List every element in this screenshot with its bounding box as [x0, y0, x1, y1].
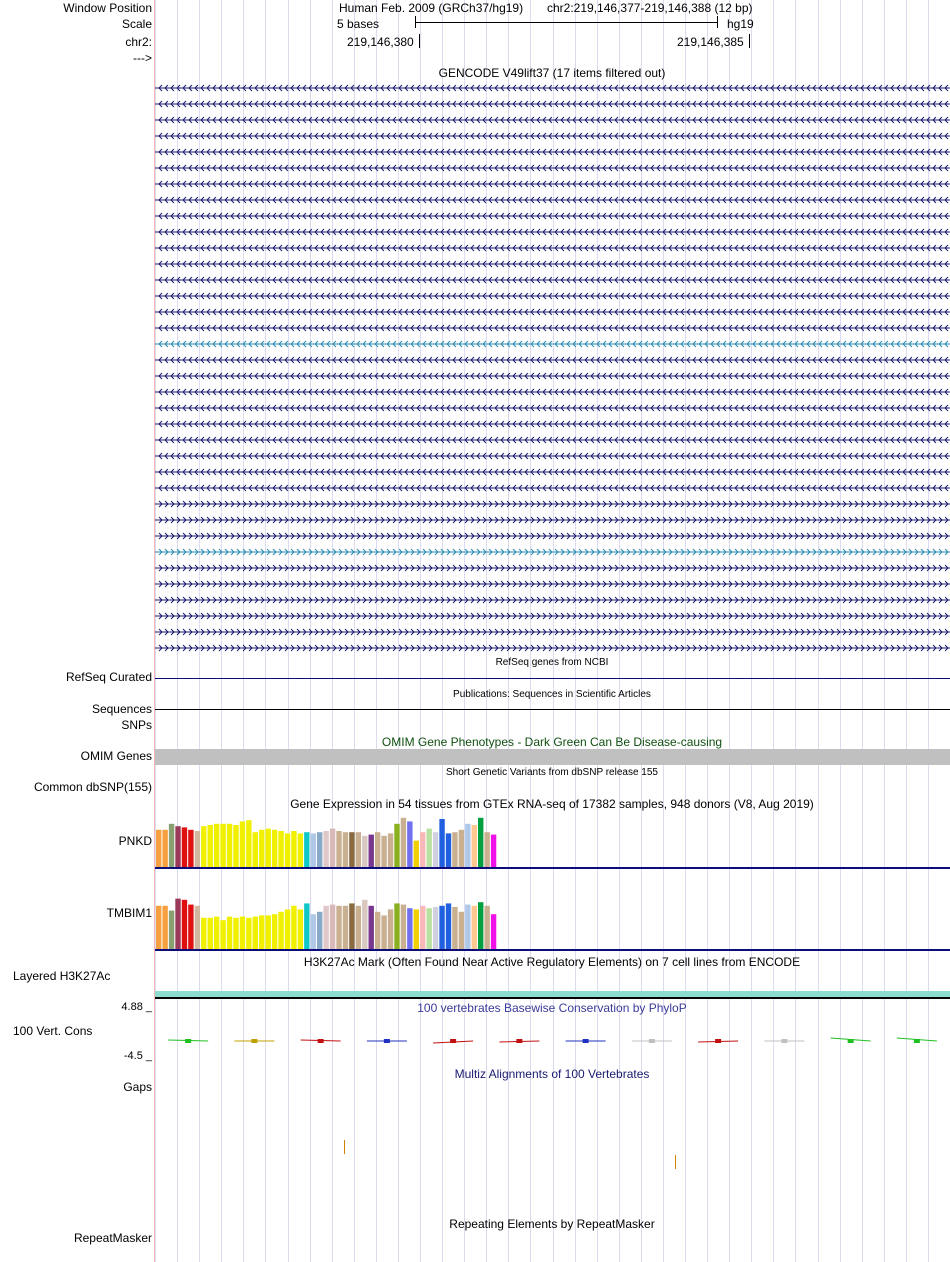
coord-label-2: 219,146,385 — [677, 35, 744, 49]
phylop-max-label: 4.88 _ — [121, 1001, 152, 1013]
strand-label: ---> — [133, 51, 152, 65]
coord-label-1: 219,146,380 — [347, 35, 414, 49]
phylop-point — [516, 1039, 522, 1043]
omim-label[interactable]: OMIM Genes — [80, 749, 152, 763]
chrom-label: chr2: — [125, 35, 152, 49]
gap-tick — [675, 1155, 676, 1169]
sequences-label[interactable]: Sequences — [91, 702, 152, 716]
phylop-point — [781, 1039, 787, 1043]
phylop-min-label: -4.5 _ — [123, 1050, 152, 1062]
scale-label: Scale — [121, 17, 152, 31]
phylop-point — [384, 1039, 390, 1043]
gaps-label: Gaps — [123, 1080, 152, 1094]
track-image[interactable] — [155, 0, 950, 1262]
phylop-point — [318, 1039, 324, 1043]
position-text: chr2:219,146,377-219,146,388 (12 bp) — [547, 1, 753, 15]
dbsnp-label[interactable]: Common dbSNP(155) — [33, 780, 152, 794]
publications-title[interactable]: Publications: Sequences in Scientific Articles — [453, 689, 651, 700]
window-position-label: Window Position — [63, 1, 152, 15]
snps-label[interactable]: SNPs — [121, 718, 152, 732]
h3k27ac-title[interactable]: H3K27Ac Mark (Often Found Near Active Regulatory Elements) on 7 cell lines from ENCODE — [303, 955, 801, 969]
gtex-pnkd-label[interactable]: PNKD — [118, 834, 152, 848]
repeatmasker-title[interactable]: Repeating Elements by RepeatMasker — [449, 1217, 655, 1231]
gtex-tmbim1-label[interactable]: TMBIM1 — [106, 906, 152, 920]
assembly-text: Human Feb. 2009 (GRCh37/hg19) — [339, 1, 524, 15]
phylop-point — [185, 1039, 191, 1043]
phylop-point — [450, 1039, 456, 1043]
phylop-label[interactable]: 100 Vert. Cons — [13, 1024, 93, 1038]
refseq-label[interactable]: RefSeq Curated — [65, 670, 152, 684]
phylop-point — [848, 1039, 854, 1043]
phylop-point — [914, 1039, 920, 1043]
phylop-point — [583, 1039, 589, 1043]
phylop-point — [251, 1039, 257, 1043]
refseq-title[interactable]: RefSeq genes from NCBI — [495, 657, 609, 668]
dbsnp-title[interactable]: Short Genetic Variants from dbSNP release 155 — [446, 767, 658, 778]
scale-text: 5 bases — [337, 17, 380, 31]
scale-db: hg19 — [727, 17, 754, 31]
repeatmasker-label[interactable]: RepeatMasker — [73, 1231, 152, 1245]
phylop-point — [715, 1039, 721, 1043]
phylop-point — [649, 1039, 655, 1043]
track-label-column — [0, 0, 154, 1262]
multiz-title[interactable]: Multiz Alignments of 100 Vertebrates — [454, 1067, 650, 1081]
gencode-title[interactable]: GENCODE V49lift37 (17 items filtered out) — [438, 66, 666, 80]
gtex-title[interactable]: Gene Expression in 54 tissues from GTEx RNA-seq of 17382 samples, 948 donors (V8, Aug 2019) — [290, 797, 814, 811]
gap-tick — [344, 1140, 345, 1154]
omim-title[interactable]: OMIM Gene Phenotypes - Dark Green Can Be Disease-causing — [381, 735, 723, 749]
phylop-title[interactable]: 100 vertebrates Basewise Conservation by PhyloP — [417, 1001, 687, 1015]
h3k27ac-label[interactable]: Layered H3K27Ac — [13, 969, 111, 983]
